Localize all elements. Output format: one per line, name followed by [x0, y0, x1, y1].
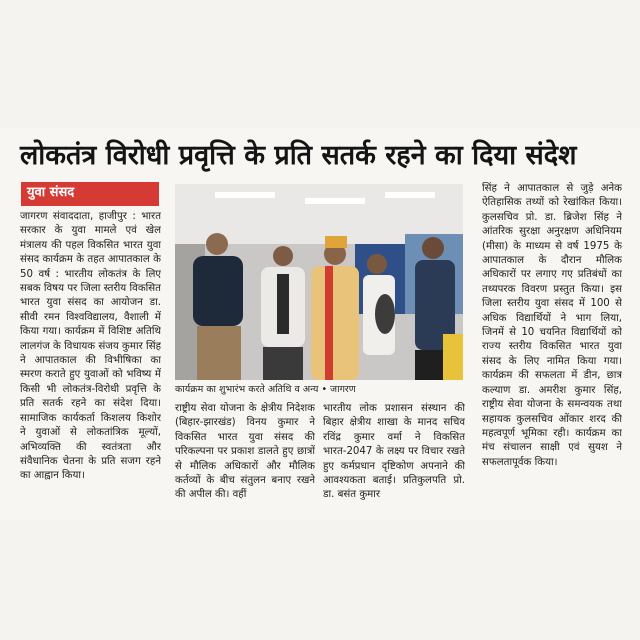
article-text-4: सिंह ने आपातकाल से जुड़े अनेक ऐतिहासिक तथ्यों को रेखांकित किया। कुलसचिव प्रो. डा. ब्रिजेश सिंह ने आंतरिक सुरक्षा अनुरक्षण अधिनियम (मीसा) के माध्यम से वर्ष 1975 के आपातकाल के दौरान मौलिक अधिकारों पर लगाए गए प्रतिबंधों का तथ्यपरक विवरण प्रस्तुत किया। इस जिला स्तरीय युवा संसद में 100 से अधिक विद्यार्थियों ने भाग लिया, जिनमें से 10 चयनित विद्यार्थियों को राज्य स्तरीय विकसित भारत युवा संसद के लिए नामित किया गया। कार्यक्रम की सफलता में डीन, छात्र कल्याण डा. अमरीश कुमार सिंह, राष्ट्रीय सेवा योजना के समन्वयक तथा सहायक कुलसचिव ओंकार शरद की महत्वपूर्ण भूमिका रही। कार्यक्रम का मंच संचालन साक्षी एवं सुयश ने सफलतापूर्वक किया।	[482, 183, 622, 468]
section-label: युवा संसद	[21, 182, 159, 204]
photo-credit: • जागरण	[321, 384, 356, 395]
article-text-3: भारतीय लोक प्रशासन संस्थान की बिहार क्षेत्रीय शाखा के मानद सचिव रविंद्र कुमार वर्मा ने विकसित भारत-2047 के लक्ष्य पर विचार रखते हुए कर्मप्रधान दृष्टिकोण अपनाने की आवश्यकता बताई। प्रतिकुलपति प्रो. डा. बसंत कुमार	[323, 403, 465, 501]
event-photo-illustration	[175, 184, 463, 380]
article-column-4	[482, 182, 622, 512]
section-label-underline	[21, 204, 159, 206]
article-column-1	[20, 210, 161, 510]
article-text-2: राष्ट्रीय सेवा योजना के क्षेत्रीय निदेशक (बिहार-झारखंड) विनय कुमार ने विकसित भारत युवा संसद की परिकल्पना पर प्रकाश डालते हुए छात्रों से मौलिक अधिकारों और मौलिक कर्तव्यों के बीच संतुलन बनाए रखने की अपील की। वहीं	[175, 403, 315, 501]
caption-text: कार्यक्रम का शुभारंभ करते अतिथि व अन्य	[175, 384, 319, 395]
photo-caption	[175, 383, 463, 396]
article-column-3	[323, 402, 465, 512]
article-text-1: जागरण संवाददाता, हाजीपुर : भारत सरकार के युवा मामले एवं खेल मंत्रालय की पहल विकसित भारत युवा संसद कार्यक्रम के तहत आपातकाल के 50 वर्ष : भारतीय लोकतंत्र के लिए सबक विषय पर जिला स्तरीय विकसित भारत युवा संसद का आयोजन डा. सीवी रमन विश्वविद्यालय, वैशाली में किया गया। कार्यक्रम में विशिष्ट अतिथि लालगंज के विधायक संजय कुमार सिंह ने आपातकाल की विभीषिका का स्मरण कराते हुए युवाओं को भविष्य में किसी भी लोकतंत्र-विरोधी प्रवृत्ति के प्रति सतर्क रहने का संदेश दिया। सामाजिक कार्यकर्ता किशलय किशोर ने युवाओं से लोकतांत्रिक मूल्यों, अभिव्यक्ति की स्वतंत्रता और संवैधानिक चेतना के प्रति सजग रहने का आह्वान किया।	[20, 211, 161, 482]
right-edge-cut-text	[628, 212, 640, 502]
event-photo	[175, 184, 463, 380]
left-edge-cut-text	[0, 212, 12, 502]
headline: लोकतंत्र विरोधी प्रवृत्ति के प्रति सतर्क रहने का दिया संदेश	[20, 140, 577, 171]
article-column-2	[175, 402, 315, 512]
